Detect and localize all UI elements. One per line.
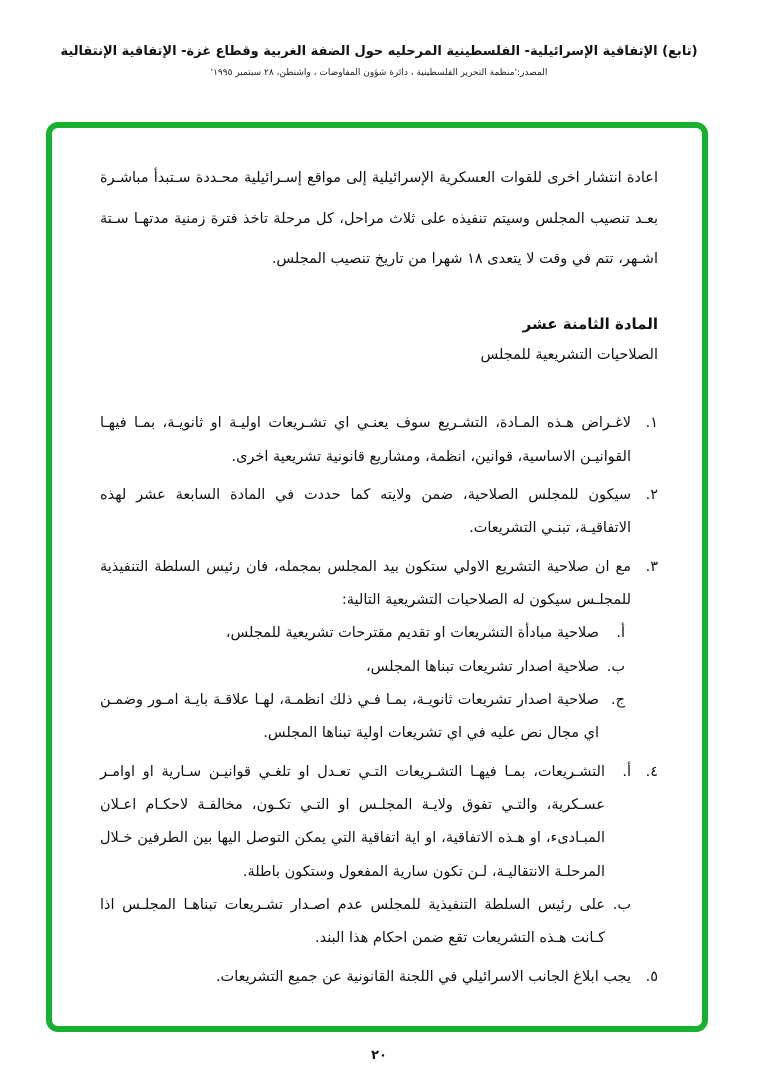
subclause-text: صلاحية اصدار تشريعات تبناها المجلس، xyxy=(366,658,599,675)
document-source-line: المصدر:'منظمة التحرير الفلسطينية ، دائرة شؤون المفاوضات ، واشنطن، ٢٨ سبتمبر ١٩٩٥' xyxy=(210,68,548,78)
subclause-item xyxy=(100,651,625,684)
page-number: ٢٠ xyxy=(371,1048,387,1063)
clause-text: يجب ابلاغ الجانب الاسرائيلي في اللجنة القانونية عن جميع التشريعات. xyxy=(215,968,631,985)
clause-item-5 xyxy=(100,961,658,994)
clause-number: ٥. xyxy=(645,968,658,985)
subclause-letter: ج. xyxy=(611,691,625,708)
clause-text: مع ان صلاحية التشريع الاولي ستكون بيد المجلس بمجمله، فان رئيس السلطة التنفيذية للمجلـس سيكون له الصلاحيات التشريعية التالية: xyxy=(100,558,631,608)
subclause-text: على رئيس السلطة التنفيذية للمجلس عدم اصـدار تشـريعات تبناهـا المجلـس اذا كـانت هـذه التشريعات تقع ضمن احكام هذا البند. xyxy=(100,897,605,947)
clause-4-sublist xyxy=(100,756,631,956)
clause-number: ٤. xyxy=(645,763,658,780)
subclause-item xyxy=(100,617,625,650)
article-heading: المادة الثامنة عشر xyxy=(522,314,658,333)
subclause-letter: أ. xyxy=(616,625,625,642)
clause-text: سيكون للمجلس الصلاحية، ضمن ولايته كما حددت في المادة السابعة عشر لهذه الاتفاقيـة، تبنـي التشريعات. xyxy=(100,486,631,537)
clauses-list xyxy=(100,407,658,994)
document-body xyxy=(52,128,702,994)
clause-number: ٢. xyxy=(645,486,658,503)
clause-item-4 xyxy=(100,756,658,956)
subclause-item xyxy=(100,756,631,889)
clause-text: لاغـراض هـذه المـادة، التشـريع سوف يعنـي اي تشـريعات اوليـة او ثانويـة، بمـا فيهـا القوانيـن الاساسية، قوانين، انظمة، ومشاريع قانونية تشريعية اخرى. xyxy=(100,415,631,465)
subclause-item xyxy=(100,889,631,956)
intro-paragraph: اعادة انتشار اخرى للقوات العسكرية الإسرائيلية إلى مواقع إسـرائيلية محـددة سـتبدأ مباشـرة بعـد تنصيب المجلس وسيتم تنفيذه على ثلاث مراحل، كل مرحلة تاخذ فترة زمنية مدتهـا سـتة اشـهر، تتم في وقت لا يتعدى ١٨ شهرا من تاريخ تنصيب المجلس. xyxy=(100,170,658,268)
subclause-letter: أ. xyxy=(622,763,631,780)
document-title: (تابع) الإتفاقية الإسرائيلية- الفلسطينية المرحليه حول الضفة الغربية وقطاع غزة- الإتفاقية الإنتقالية xyxy=(60,44,698,59)
clause-item-1 xyxy=(100,407,658,474)
document-header xyxy=(0,44,758,78)
green-border-frame xyxy=(46,122,708,1032)
subclause-item xyxy=(100,684,625,751)
clause-item-3 xyxy=(100,551,658,751)
clause-item-2 xyxy=(100,479,658,546)
clause-3-sublist xyxy=(100,617,625,750)
clause-number: ٣. xyxy=(645,558,658,575)
subclause-text: صلاحية مبادأة التشريعات او تقديم مقترحات تشريعية للمجلس، xyxy=(225,625,599,642)
article-subheading: الصلاحيات التشريعية للمجلس xyxy=(480,347,658,364)
article-heading-block xyxy=(100,308,658,371)
subclause-letter: ب. xyxy=(612,897,631,914)
subclause-text: التشـريعات، بمـا فيهـا التشـريعات التـي تعـدل او تلغـي قوانيـن سـارية او اوامـر عسـكرية، والتـي تفوق ولايـة المجلـس او التـي تكـون، مخالفـة لاحكـام اعـلان المبـادىء، او هـذه الاتفاقية، او اية اتفاقية التي يمكن التوصل اليها بين الطرفين خـلال المرحلـة الانتقاليـة، لـن تكون سارية المفعول وستكون باطلة. xyxy=(100,763,605,880)
subclause-text: صلاحية اصدار تشريعات ثانويـة، بمـا فـي ذلك انظمـة، لهـا علاقـة بايـة امـور وضمـن اي مجال نص عليه في اي تشريعات اولية تبناها المجلس. xyxy=(100,691,599,742)
clause-number: ١. xyxy=(645,415,658,432)
subclause-letter: ب. xyxy=(606,658,625,675)
